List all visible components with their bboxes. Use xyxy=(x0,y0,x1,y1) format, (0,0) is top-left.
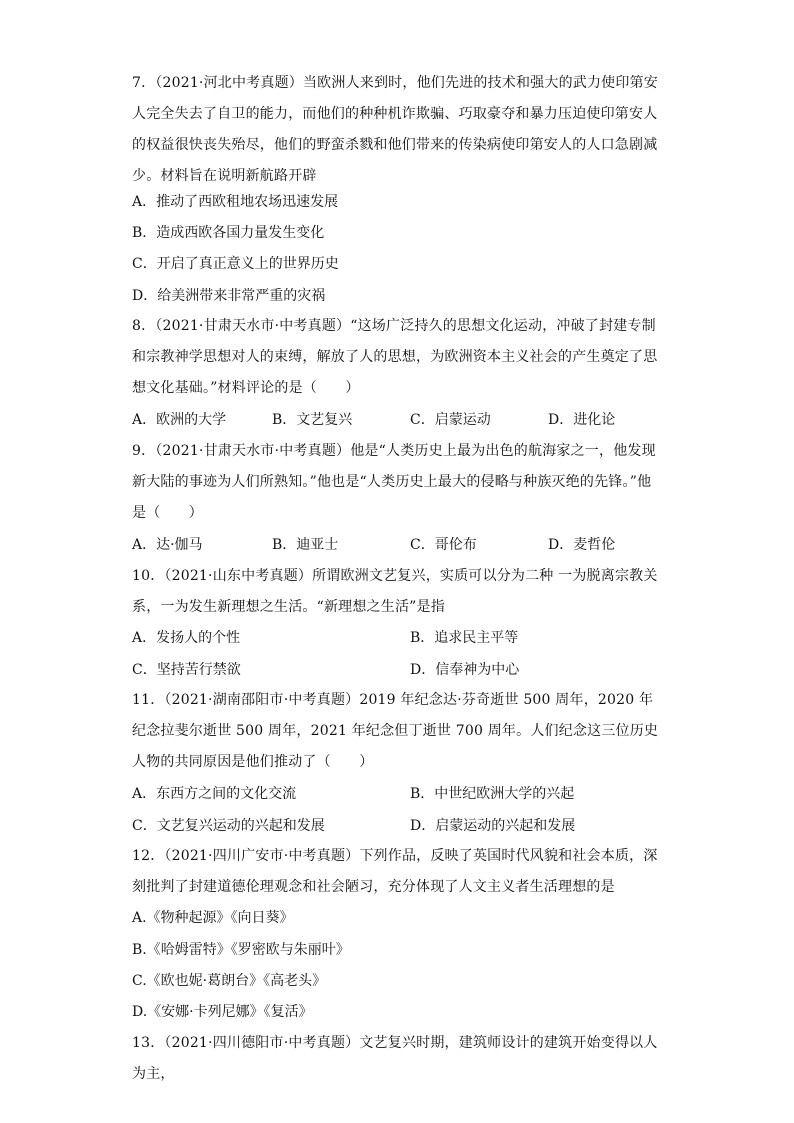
question-12-option-a: A.《物种起源》《向日葵》 xyxy=(132,910,294,926)
question-10-option-c: C．坚持苦行禁欲 xyxy=(132,662,241,678)
question-10-option-b: B．追求民主平等 xyxy=(410,630,519,646)
question-10-option-d: D．信奉神为中心 xyxy=(410,662,520,678)
question-8-stem: 8．（2021·甘肃天水市·中考真题）“这场广泛持久的思想文化运动，冲破了封建专制和宗教神学思想对人的束缚，解放了人的思想，为欧洲资本主义社会的产生奠定了思想文化基础。”材料评论的是（ ） xyxy=(132,318,658,396)
question-7-option-c: C．开启了真正意义上的世界历史 xyxy=(132,256,339,272)
question-11-option-b: B．中世纪欧洲大学的兴起 xyxy=(410,786,575,802)
question-8-option-d: D．进化论 xyxy=(548,412,616,428)
question-12-option-d: D.《安娜·卡列尼娜》《复活》 xyxy=(132,1004,313,1020)
question-9-option-a: A．达·伽马 xyxy=(132,537,203,553)
question-8-option-c: C．启蒙运动 xyxy=(410,412,491,428)
question-10-option-a: A．发扬人的个性 xyxy=(132,630,241,646)
question-10-stem: 10．（2021·山东中考真题）所谓欧洲文艺复兴，实质可以分为二种 一为脱离宗教关系，一为发生新理想之生活。“新理想之生活”是指 xyxy=(132,568,658,615)
question-9-option-d: D．麦哲伦 xyxy=(548,537,616,553)
question-11-stem: 11．（2021·湖南邵阳市·中考真题）2019 年纪念达·芬奇逝世 500 周年，2020 年纪念拉斐尔逝世 500 周年，2021 年纪念但丁逝世 700 周年。人们纪念这三位历史人物的共同原因是他们推动了（ ） xyxy=(132,692,659,770)
question-11-option-d: D．启蒙运动的兴起和发展 xyxy=(410,818,576,834)
question-9-stem: 9．（2021·甘肃天水市·中考真题）他是“人类历史上最为出色的航海家之一，他发现新大陆的事迹为人们所熟知。”他也是“人类历史上最大的侵略与种族灭绝的先锋。”他是（ ） xyxy=(132,443,656,521)
question-7-stem: 7．（2021·河北中考真题）当欧洲人来到时，他们先进的技术和强大的武力使印第安人完全失去了自卫的能力，而他们的种种机诈欺骗、巧取豪夺和暴力压迫使印第安人的权益很快丧失殆尽，他们的野蛮杀戮和他们带来的传染病使印第安人的人口急剧减少。材料旨在说明新航路开辟 xyxy=(132,75,658,184)
question-11-option-a: A．东西方之间的文化交流 xyxy=(132,786,297,802)
question-13-stem: 13．（2021·四川德阳市·中考真题）文艺复兴时期，建筑师设计的建筑开始变得以人为主， xyxy=(132,1035,658,1082)
question-8-option-b: B．文艺复兴 xyxy=(272,412,353,428)
question-12-option-c: C.《欧也妮·葛朗台》《高老头》 xyxy=(132,973,327,989)
question-7-option-b: B．造成西欧各国力量发生变化 xyxy=(132,225,325,241)
question-8-option-a: A．欧洲的大学 xyxy=(132,412,227,428)
question-11-option-c: C．文艺复兴运动的兴起和发展 xyxy=(132,818,325,834)
question-9-option-b: B．迪亚士 xyxy=(272,537,339,553)
question-9-option-c: C．哥伦布 xyxy=(410,537,477,553)
question-7-option-d: D．给美洲带来非常严重的灾祸 xyxy=(132,288,326,304)
question-12-option-b: B.《哈姆雷特》《罗密欧与朱丽叶》 xyxy=(132,942,350,958)
question-7-option-a: A．推动了西欧租地农场迅速发展 xyxy=(132,194,339,210)
question-12-stem: 12．（2021·四川广安市·中考真题）下列作品，反映了英国时代风貌和社会本质，深刻批判了封建道德伦理观念和社会陋习，充分体现了人文主义者生活理想的是 xyxy=(132,848,658,895)
